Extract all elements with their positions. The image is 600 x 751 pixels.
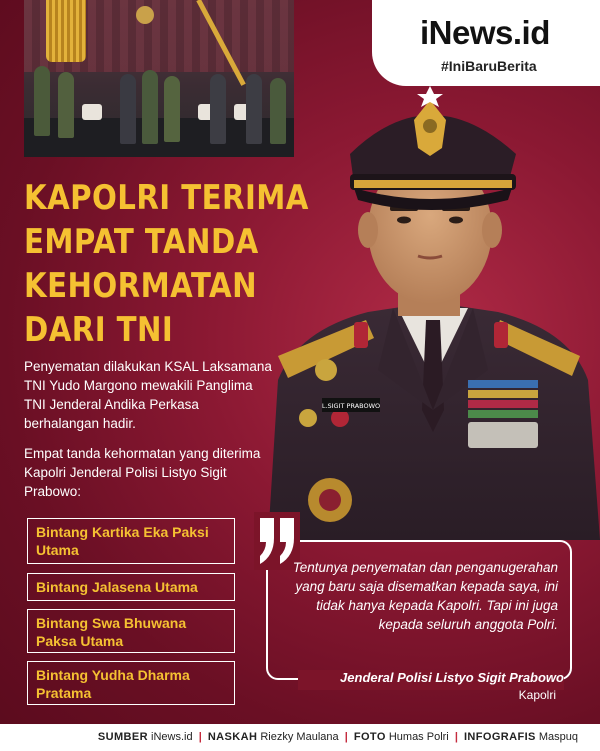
brand-tagline: #IniBaruBerita xyxy=(441,58,537,74)
footer-graphic-label: INFOGRAFIS xyxy=(463,731,536,743)
awards-intro-paragraph: Empat tanda kehormatan yang diterima Kapolri Jenderal Polisi Listyo Sigit Prabowo: xyxy=(24,446,261,499)
award-item: Bintang Yudha Dharma Pratama xyxy=(27,661,235,705)
award-item: Bintang Swa Bhuwana Paksa Utama xyxy=(27,609,235,653)
headline-line-1: KAPOLRI TERIMA xyxy=(24,178,309,218)
award-item: Bintang Jalasena Utama xyxy=(27,573,235,601)
headline xyxy=(24,176,309,352)
ceremony-photo xyxy=(24,0,294,157)
footer-source: iNews.id xyxy=(151,731,193,743)
intro-paragraph: Penyematan dilakukan KSAL Laksamana TNI Yudo Margono mewakili Panglima TNI Jenderal Andika Perkasa berhalangan hadir. xyxy=(24,359,272,431)
credits-footer: SUMBER iNews.id | NASKAH Riezky Maulana | FOTO Humas Polri | INFOGRAFIS Maspuq xyxy=(0,724,600,751)
footer-writer-label: NASKAH xyxy=(207,731,258,743)
footer-photo: Humas Polri xyxy=(388,731,449,743)
footer-photo-label: FOTO xyxy=(353,731,386,743)
footer-source-label: SUMBER xyxy=(97,731,148,743)
quote-role: Kapolri xyxy=(518,688,556,702)
brand-logo: iNews.id xyxy=(420,14,550,51)
footer-graphic: Maspuq xyxy=(538,731,578,743)
headline-line-4: DARI TNI xyxy=(24,310,174,350)
headline-line-3: KEHORMATAN xyxy=(24,266,258,306)
footer-writer: Riezky Maulana xyxy=(260,731,339,743)
officer-portrait xyxy=(258,80,600,540)
name-tag: L.SIGIT PRABOWO xyxy=(321,402,381,410)
quote-author: Jenderal Polisi Listyo Sigit Prabowo xyxy=(340,670,564,685)
quote-text: Tentunya penyematan dan penganugerahan yang baru saja disematkan kepada saya, ini tidak hanya kepada Kapolri. Tapi ini juga kepada seluruh anggota Polri. xyxy=(292,560,558,632)
award-item: Bintang Kartika Eka Paksi Utama xyxy=(27,518,235,564)
headline-line-2: EMPAT TANDA xyxy=(24,222,259,262)
